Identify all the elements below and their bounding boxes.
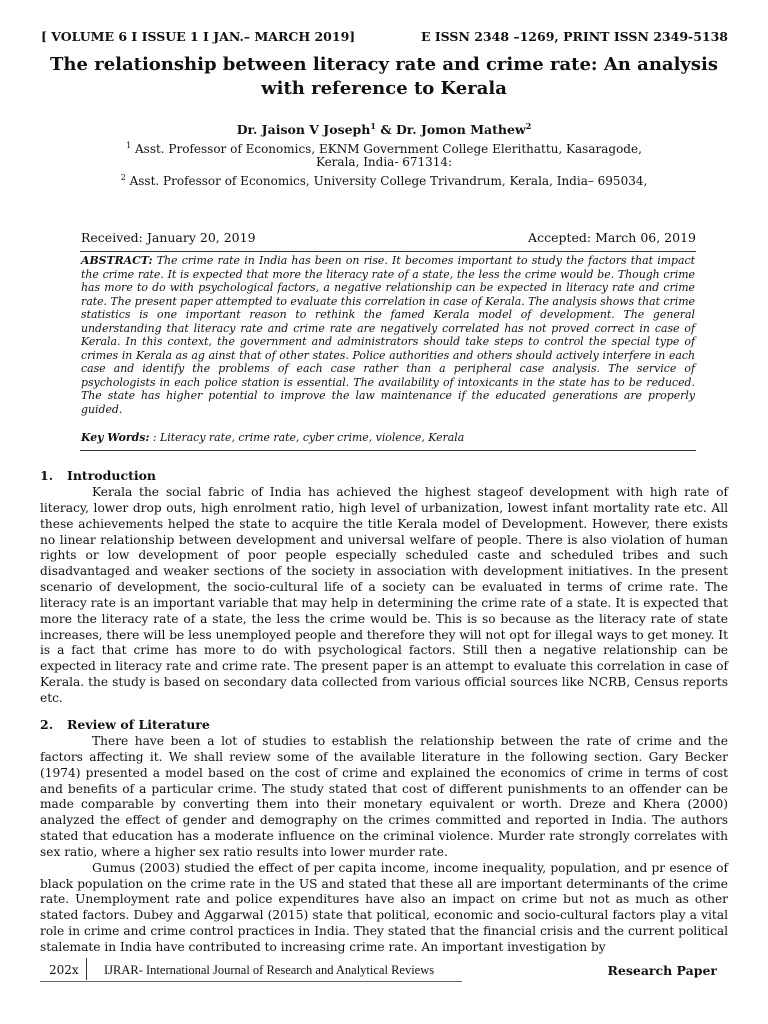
section-2-paragraph-2: Gumus (2003) studied the effect of per capita income, income inequality, population, and pr esence of black population on the crime rate in the US and stated that these all are important determinants of the crime rate. Unemployment rate and police expenditures have also an impact on crime but not as much as other stated factors. Dubey and Aggarwal (2015) state that political, economic and socio-cultural factors play a vital role in crime and crime control practices in India. They stated that the financial crisis and the current political stalemate in India have contributed to increasing crime rate. An important investigation by xyxy=(40,860,728,954)
issn-header: E ISSN 2348 –1269, PRINT ISSN 2349-5138 xyxy=(420,29,728,44)
section-1-number: 1. xyxy=(40,468,54,483)
paper-type: Research Paper xyxy=(607,963,717,978)
section-2-paragraph-1: There have been a lot of studies to establish the relationship between the rate of crime and the factors affecting it. We shall review some of the available literature in the following section. Gary Becker (1974) presented a model based on the cost of crime and explained the economics of crime in terms of cost and benefits of a particular crime. The study stated that cost of different punishments to an offender can be made comparable by converting them into their monetary equivalent or worth. Dreze and Khera (2000) analyzed the effect of gender and demography on the crimes committed and reported in India. The authors stated that education has a moderate influence on the criminal violence. Murder rate strongly correlates with sex ratio, where a higher sex ratio results into lower murder rate. xyxy=(40,734,728,859)
paper-title: The relationship between literacy rate and crime rate: An analysis with reference to Kerala xyxy=(50,54,718,99)
affiliation-1-line-2: Kerala, India- 671314: xyxy=(315,155,453,169)
footer-separator xyxy=(86,958,87,980)
author-separator: & xyxy=(375,122,396,138)
author-2-sup: 2 xyxy=(525,121,532,131)
affiliation-2-text: Asst. Professor of Economics, University College Trivandrum, Kerala, India– 695034, xyxy=(125,174,648,188)
section-1-paragraph-1: Kerala the social fabric of India has achieved the highest stageof development with high rate of literacy, lower drop outs, high enrolment ratio, high level of urbanization, lowest infant mortality rate etc. All these achievements helped the state to acquire the title Kerala model of Development. However, there exists no linear relationship between development and universal welfare of people. There is also violation of human rights or low development of poor people especially scheduled caste and scheduled tribes and such disadvantaged and weaker sections of the society in association with development initiatives. In the present scenario of development, the socio-cultural life of a society can be evaluated in terms of crime rate. The literacy rate is an important variable that may help in determining the crime rate of a state. It is expected that more the literacy rate of a state, the less the crime would be. This is so because as the literacy rate of state increases, there will be less unemployed people and therefore they will not opt for illegal ways to get money. It is a fact that crime has more to do with psychological factors. Still then a negative relationship can be expected in literacy rate and crime rate. The present paper is an attempt to evaluate this correlation in case of Kerala. the study is based on secondary data collected from various official sources like NCRB, Census reports etc. xyxy=(40,485,728,705)
abstract-top-rule xyxy=(80,251,696,252)
received-date: Received: January 20, 2019 xyxy=(81,230,256,245)
affiliation-1-sup: 1 xyxy=(126,141,132,150)
keywords-bottom-rule xyxy=(80,450,696,451)
keywords-text: : Literacy rate, crime rate, cyber crime, violence, Kerala xyxy=(149,431,465,444)
section-2-title: Review of Literature xyxy=(67,717,210,732)
section-2-body xyxy=(40,734,728,956)
keywords-label: Key Words: xyxy=(81,431,150,444)
section-1-heading xyxy=(40,468,156,483)
accepted-date: Accepted: March 06, 2019 xyxy=(528,230,696,245)
section-1-title: Introduction xyxy=(67,468,157,483)
journal-name: IJRAR- International Journal of Research and Analytical Reviews xyxy=(104,963,435,977)
page-number: 202x xyxy=(49,963,79,977)
section-2-heading xyxy=(40,717,210,732)
section-1-body xyxy=(40,485,728,707)
journal-volume-header: [ VOLUME 6 I ISSUE 1 I JAN.– MARCH 2019] xyxy=(41,29,356,44)
abstract-label: ABSTRACT: xyxy=(81,254,153,267)
footer-rule xyxy=(40,981,462,982)
author-2: Dr. Jomon Mathew xyxy=(395,122,526,138)
affiliation-1-text: Asst. Professor of Economics, EKNM Government College Elerithattu, Kasaragode, xyxy=(131,142,642,156)
affiliation-2 xyxy=(30,170,738,189)
abstract-text: The crime rate in India has been on rise. It becomes important to study the factors that impact the crime rate. It is expected that more the literacy rate of a state, the less the crime would be. Though crime has more to do with psychological factors, a negative relationship can be expected in literacy rate and crime rate. The present paper attempted to evaluate this correlation in case of Kerala. The analysis shows that crime statistics is one important reason to rethink the famed Kerala model of development. The general understanding that literacy rate and crime rate are negatively correlated has not proved correct in case of Kerala. In this context, the government and administrators should take steps to control the special type of crimes in Kerala as ag ainst that of other states. Police authorities and others should actively interfere in each case and identify the problems of each case rather than a peripheral case analysis. The service of psychologists in each police station is essential. The availability of intoxicants in the state has to be reduced. The state has higher potential to improve the law maintenance if the educated generations are properly guided. xyxy=(81,254,695,416)
author-1-sup: 1 xyxy=(370,121,376,131)
author-line xyxy=(30,121,738,137)
author-1: Dr. Jaison V Joseph xyxy=(236,122,371,138)
abstract xyxy=(81,254,695,416)
affiliation-2-sup: 2 xyxy=(120,173,126,182)
section-2-number: 2. xyxy=(40,717,54,732)
keywords xyxy=(81,431,695,444)
